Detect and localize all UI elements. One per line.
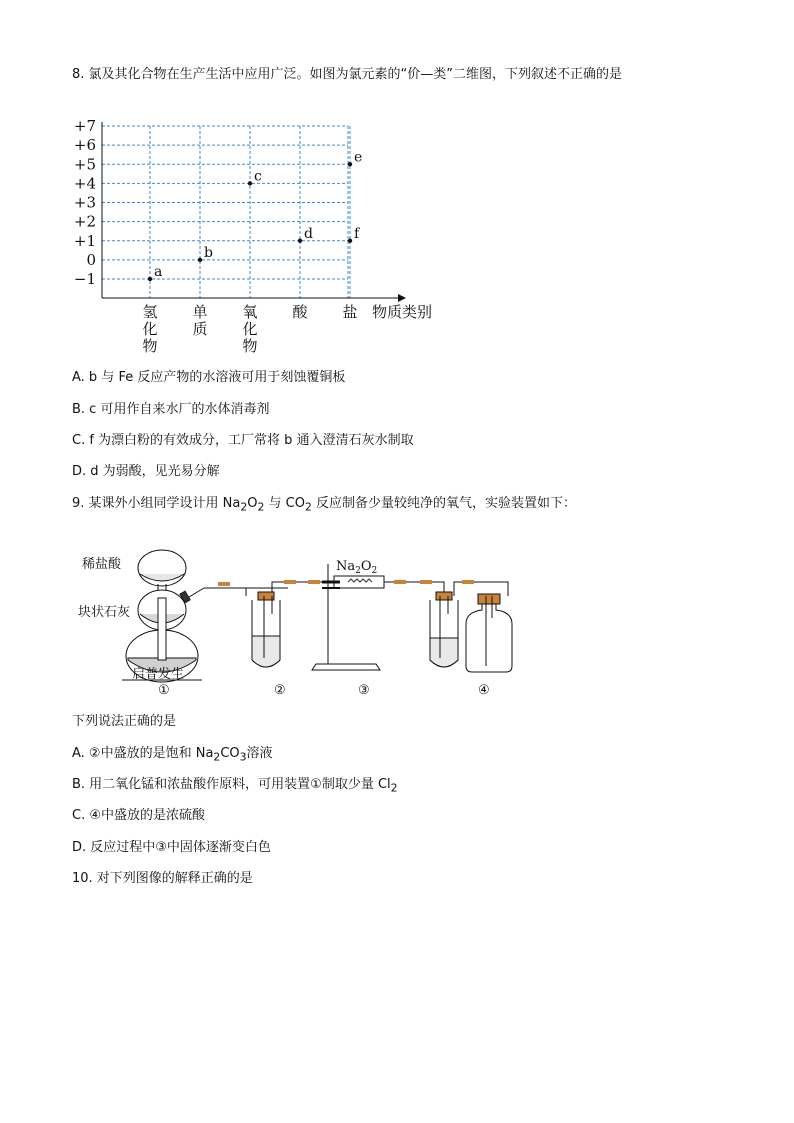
y-tick-labels [74,117,96,288]
x-category-label: 化 [242,320,258,338]
q8-option-d: D. d 为弱酸，见光易分解 [72,464,220,479]
gas-collection-bottle [466,594,512,672]
data-point-c [248,181,252,185]
data-point-label-b: b [204,244,213,261]
q9-option-d: D. 反应过程中③中固体逐渐变白色 [72,840,271,855]
data-point-f [348,239,352,243]
apparatus-number-4: ④ [478,683,490,698]
x-category-labels [142,303,357,355]
data-point-e [348,162,352,166]
label-dilute-hcl: 稀盐酸 [82,557,122,572]
x-category-label: 氧 [242,303,258,321]
label-na2o2: $Na_2O_2$ [336,559,378,576]
y-tick-label: +6 [73,136,96,155]
data-point-label-a: a [154,264,163,280]
q9-option-b: B. 用二氧化锰和浓盐酸作原料，可用装置①制取少量 $Cl_2$ [72,777,398,795]
data-points [148,149,362,281]
kipp-generator [122,550,204,682]
x-axis-arrow [398,294,406,302]
tube-4 [384,582,444,596]
x-category-label: 盐 [342,303,358,321]
y-tick-label: 0 [86,250,96,269]
valence-class-chart [60,108,460,360]
y-tick-label: +1 [73,231,96,250]
chart-grid [102,126,350,298]
tube-1 [204,588,246,596]
q8-option-a: A. b 与 Fe 反应产物的水溶液可用于刻蚀覆铜板 [72,370,346,385]
test-tube-4a [430,592,458,667]
q9-option-c: C. ④中盛放的是浓硫酸 [72,808,205,823]
y-tick-label: +2 [73,212,96,231]
x-category-label: 氢 [142,303,158,321]
y-tick-label: +5 [73,155,96,174]
q9-prompt: 下列说法正确的是 [72,714,177,729]
apparatus-number-3: ③ [358,683,370,698]
data-point-d [298,239,302,243]
reaction-tube-3 [312,564,384,670]
y-tick-label: −1 [73,270,96,288]
y-tick-label: +7 [73,117,96,135]
apparatus-number-2: ② [274,683,286,698]
data-point-label-c: c [254,168,262,185]
experiment-apparatus-figure [78,548,518,700]
y-tick-label: +3 [73,193,96,212]
x-category-label: 单 [192,303,208,321]
q8-stem: 8. 氯及其化合物在生产生活中应用广泛。如图为氯元素的“价—类”二维图，下列叙述不正确的是 [72,67,623,82]
data-point-a [148,277,152,281]
q9-option-a: A. ②中盛放的是饱和 $Na_2CO_3$溶液 [72,746,273,764]
apparatus-number-1: ① [158,683,170,698]
data-point-label-e: e [354,149,363,166]
data-point-label-d: d [304,225,313,242]
x-category-label: 物 [242,337,258,355]
x-axis-label: 物质类别 [372,303,433,321]
x-category-label: 化 [142,320,158,338]
y-tick-label: +4 [73,174,96,193]
x-category-label: 质 [192,320,208,338]
q10-stem: 10. 对下列图像的解释正确的是 [72,871,253,886]
x-category-label: 酸 [292,303,308,321]
data-point-label-f: f [354,225,360,242]
data-point-b [198,258,202,262]
label-limestone: 块状石灰 [78,605,131,620]
x-category-label: 物 [142,337,158,355]
q9-stem: 9. 某课外小组同学设计用 $Na_2O_2$ 与 $CO_2$ 反应制备少量较纯净的氧气，实验装置如下： [72,496,576,514]
label-kipp: 启普发生 [132,667,185,682]
q8-option-b: B. c 可用作自来水厂的水体消毒剂 [72,402,270,417]
q8-option-c: C. f 为漂白粉的有效成分，工厂常将 b 通入澄清石灰水制取 [72,433,414,448]
test-tube-2 [252,592,280,667]
